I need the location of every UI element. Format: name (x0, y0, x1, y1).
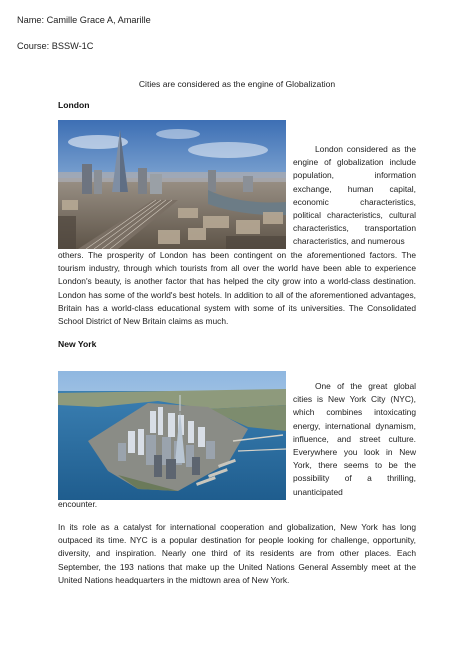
london-skyline-image (58, 120, 286, 249)
document-title: Cities are considered as the engine of Globalization (138, 79, 336, 89)
new-york-heading: New York (58, 339, 97, 349)
london-paragraph-body: others. The prosperity of London has been contingent on the aforementioned factors. The tourism industry, through which tourists from all over the world have been able to experience London's beauty, is another factor that has helped the city grow into a world-class destination. London has some of the world's best hotels. In addition to all of the aforementioned advantages, Britain has a world-class educational system with some of its universities. The Consolidated School District of New Britain claims as much. (58, 250, 416, 327)
london-heading: London (58, 100, 90, 110)
student-name: Name: Camille Grace A, Amarille (17, 15, 151, 25)
course-label: Course: BSSW-1C (17, 41, 94, 51)
new-york-continuation: encounter. (58, 499, 98, 509)
new-york-skyline-image (58, 371, 286, 500)
new-york-paragraph-body: In its role as a catalyst for international cooperation and globalization, New York has long outpaced its time. NYC is a popular destination for people looking for challenge, opportunity, diversity, and inspiration. Nearly one third of its residents are from other places. Each September, the 193 nations that make up the United Nations General Assembly meet at the United Nations headquarters in the midtown area of New York. (58, 522, 416, 585)
london-paragraph-intro (293, 143, 416, 249)
london-intro-text: London considered as the engine of globalization include population, information exchange, human capital, economic characteristics, political characteristics, cultural characteristics, transportation characteristics, and numerous (293, 144, 416, 247)
new-york-paragraph-intro (293, 380, 416, 499)
new-york-intro-text: One of the great global cities is New York City (NYC), which combines intoxicating energy, international dynamism, influence, and street culture. Everywhere you look in New York, there seems to be the possibility of a thrilling, unanticipated (293, 381, 416, 497)
